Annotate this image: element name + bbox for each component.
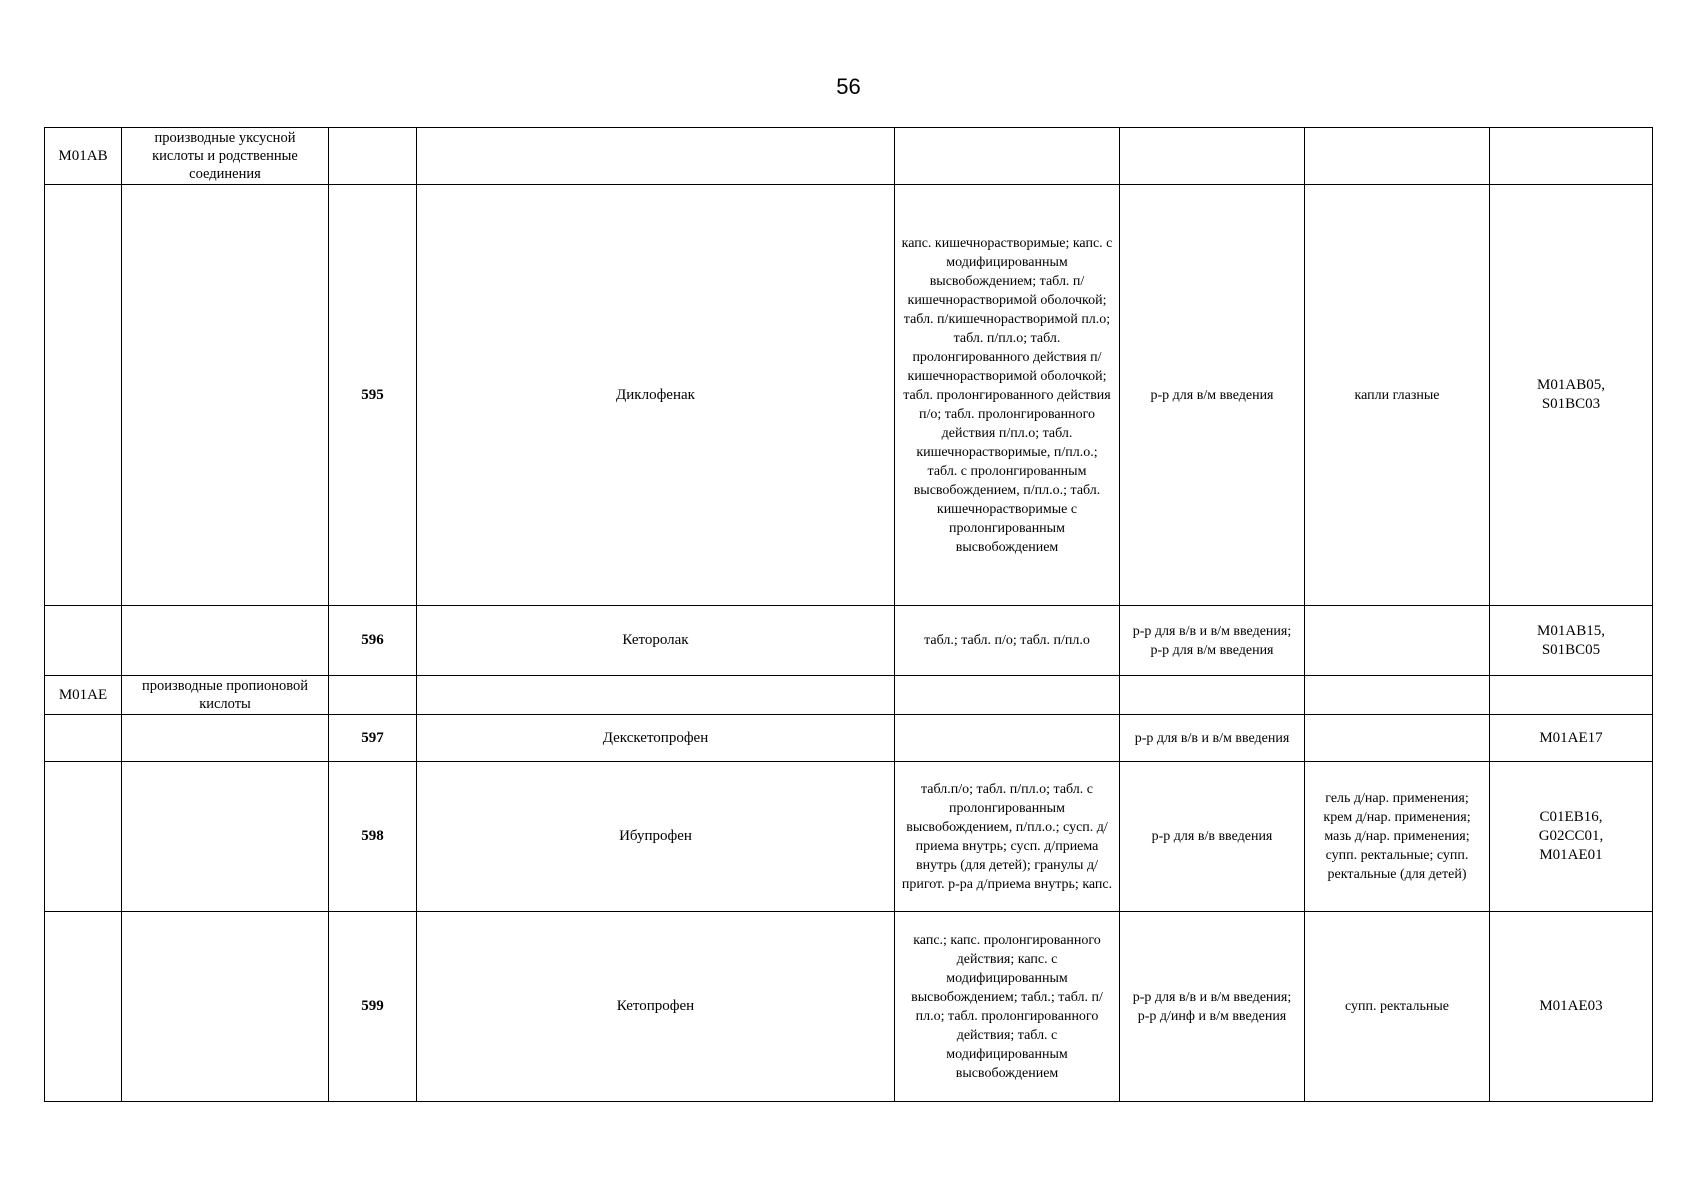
drug-name: Диклофенак xyxy=(417,185,895,606)
table-row-group xyxy=(45,128,1653,185)
other-forms: супп. ректальные xyxy=(1305,912,1490,1102)
medication-table xyxy=(44,127,1653,1102)
table-row xyxy=(45,185,1653,606)
empty-cell xyxy=(895,676,1120,715)
drug-number: 597 xyxy=(329,715,417,762)
table-row xyxy=(45,606,1653,676)
atc-codes: M01AB05, S01BC03 xyxy=(1490,185,1653,606)
table-row xyxy=(45,912,1653,1102)
page-number: 56 xyxy=(836,74,861,99)
atc-group-name: производные пропионовой кислоты xyxy=(122,676,329,715)
other-forms: капли глазные xyxy=(1305,185,1490,606)
empty-cell xyxy=(1120,128,1305,185)
parenteral-forms: р-р для в/в введения xyxy=(1120,762,1305,912)
oral-forms: табл.; табл. п/о; табл. п/пл.о xyxy=(895,606,1120,676)
empty-cell xyxy=(1490,676,1653,715)
oral-forms: капс. кишечнорастворимые; капс. с модифицированным высвобождением; табл. п/кишечнорастворимой оболочкой; табл. п/кишечнорастворимой пл.о; табл. п/пл.о; табл. пролонгированного действия п/кишечнорастворимой оболочкой; табл. пролонгированного действия п/о; табл. пролонгированного действия п/пл.о; табл. кишечнорастворимые, п/пл.о.; табл. с пролонгированным высвобождением, п/пл.о.; табл. кишечнорастворимые с пролонгированным высвобождением xyxy=(895,185,1120,606)
atc-group-code: M01AB xyxy=(45,128,122,185)
atc-codes: M01AB15, S01BC05 xyxy=(1490,606,1653,676)
oral-forms: капс.; капс. пролонгированного действия; капс. с модифицированным высвобождением; табл.; табл. п/пл.о; табл. пролонгированного действия; табл. с модифицированным высвобождением xyxy=(895,912,1120,1102)
empty-cell xyxy=(45,606,122,676)
table-row xyxy=(45,715,1653,762)
empty-cell xyxy=(1305,128,1490,185)
empty-cell xyxy=(45,762,122,912)
oral-forms: табл.п/о; табл. п/пл.о; табл. с пролонгированным высвобождением, п/пл.о.; сусп. д/приема внутрь; сусп. д/приема внутрь (для детей); гранулы д/пригот. р-ра д/приема внутрь; капс. xyxy=(895,762,1120,912)
table-row xyxy=(45,762,1653,912)
drug-number: 599 xyxy=(329,912,417,1102)
empty-cell xyxy=(329,676,417,715)
atc-codes: M01AE17 xyxy=(1490,715,1653,762)
atc-group-code: M01AE xyxy=(45,676,122,715)
parenteral-forms: р-р для в/в и в/м введения; р-р д/инф и в/м введения xyxy=(1120,912,1305,1102)
empty-cell xyxy=(122,912,329,1102)
empty-cell xyxy=(122,185,329,606)
other-forms: гель д/нар. применения; крем д/нар. применения; мазь д/нар. применения; супп. ректальные; супп. ректальные (для детей) xyxy=(1305,762,1490,912)
drug-name: Кетопрофен xyxy=(417,912,895,1102)
empty-cell xyxy=(895,128,1120,185)
atc-codes: C01EB16, G02CC01, M01AE01 xyxy=(1490,762,1653,912)
parenteral-forms: р-р для в/м введения xyxy=(1120,185,1305,606)
drug-name: Ибупрофен xyxy=(417,762,895,912)
drug-number: 595 xyxy=(329,185,417,606)
empty-cell xyxy=(45,912,122,1102)
drug-number: 596 xyxy=(329,606,417,676)
empty-cell xyxy=(1305,676,1490,715)
other-forms xyxy=(1305,606,1490,676)
empty-cell xyxy=(1490,128,1653,185)
atc-codes: M01AE03 xyxy=(1490,912,1653,1102)
drug-name: Декскетопрофен xyxy=(417,715,895,762)
oral-forms xyxy=(895,715,1120,762)
empty-cell xyxy=(122,606,329,676)
drug-number: 598 xyxy=(329,762,417,912)
empty-cell xyxy=(1120,676,1305,715)
empty-cell xyxy=(329,128,417,185)
other-forms xyxy=(1305,715,1490,762)
empty-cell xyxy=(45,185,122,606)
empty-cell xyxy=(122,762,329,912)
parenteral-forms: р-р для в/в и в/м введения; р-р для в/м введения xyxy=(1120,606,1305,676)
empty-cell xyxy=(45,715,122,762)
drug-name: Кеторолак xyxy=(417,606,895,676)
parenteral-forms: р-р для в/в и в/м введения xyxy=(1120,715,1305,762)
empty-cell xyxy=(122,715,329,762)
atc-group-name: производные уксусной кислоты и родственные соединения xyxy=(122,128,329,185)
table-row-group xyxy=(45,676,1653,715)
empty-cell xyxy=(417,676,895,715)
empty-cell xyxy=(417,128,895,185)
